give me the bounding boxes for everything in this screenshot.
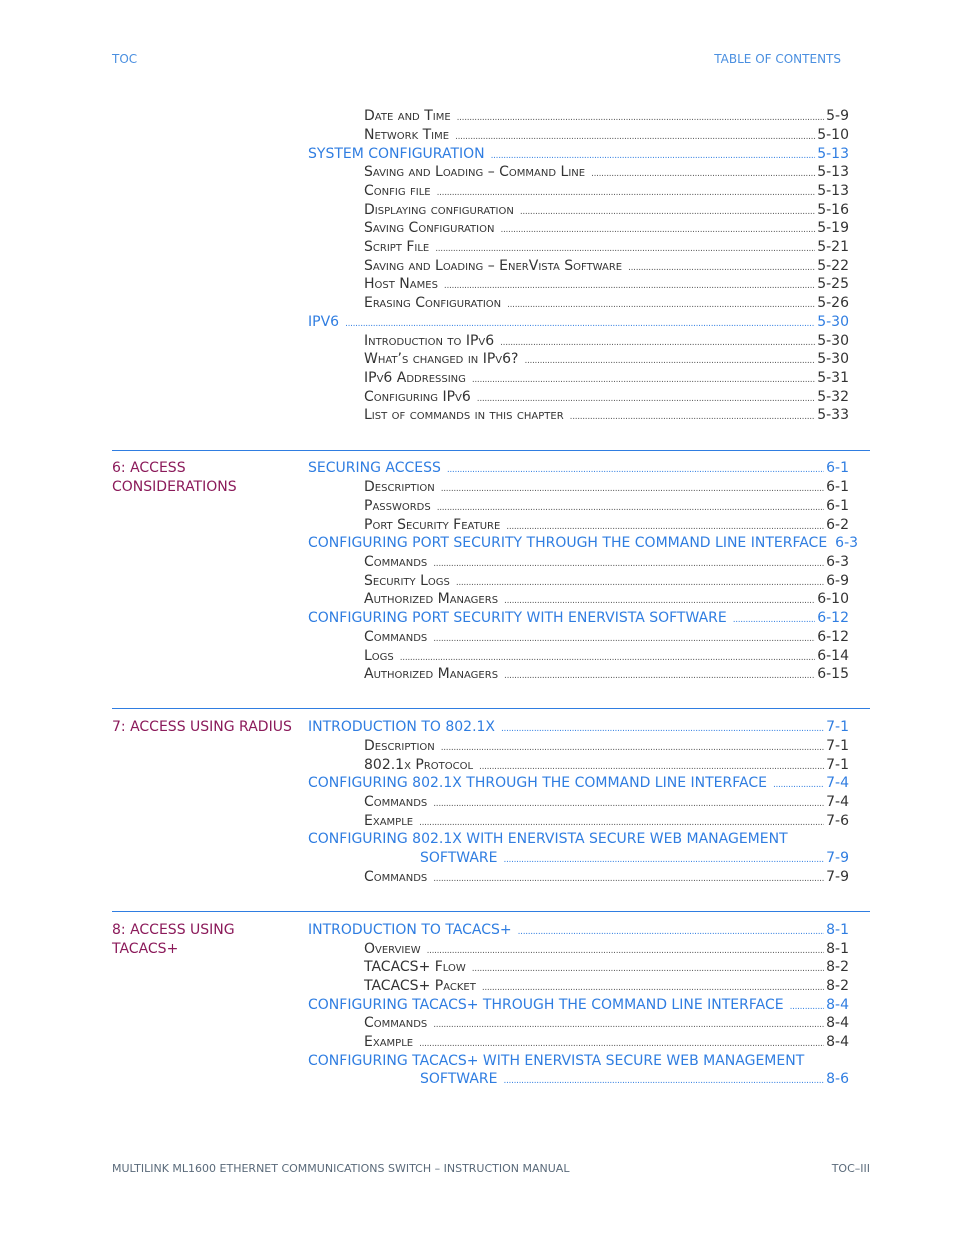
toc-entry[interactable]: Commands . . . 7-4 <box>364 793 849 812</box>
toc-section[interactable]: INTRODUCTION TO 802.1X . . . 7-1 <box>308 718 849 737</box>
chapter-divider <box>112 911 870 912</box>
footer-manual-title: MULTILINK ML1600 ETHERNET COMMUNICATIONS SWITCH – INSTRUCTION MANUAL <box>112 1162 570 1175</box>
toc-entry[interactable]: Commands . . . 6-12 <box>364 628 849 647</box>
toc-entry[interactable]: Network Time . . . 5-10 <box>364 126 849 145</box>
toc-entry[interactable]: Example . . . 8-4 <box>364 1033 849 1052</box>
toc-section[interactable]: CONFIGURING PORT SECURITY WITH ENERVISTA SOFTWARE . . . 6-12 <box>308 609 849 628</box>
toc-entry[interactable]: Date and Time . . . 5-9 <box>364 107 849 126</box>
toc-entry[interactable]: Logs . . . 6-14 <box>364 647 849 666</box>
toc-entry[interactable]: Overview . . . 8-1 <box>364 940 849 959</box>
toc-entry[interactable]: Authorized Managers . . . 6-15 <box>364 665 849 684</box>
toc-entry[interactable]: TACACS+ Flow . . . 8-2 <box>364 958 849 977</box>
chapter-divider <box>112 708 870 709</box>
chapter-divider <box>112 450 870 451</box>
toc-section[interactable]: SYSTEM CONFIGURATION . . . 5-13 <box>308 145 849 164</box>
toc-entry[interactable]: Description . . . 6-1 <box>364 478 849 497</box>
toc-entry[interactable]: Commands . . . 7-9 <box>364 868 849 887</box>
toc-entry[interactable]: Erasing Configuration . . . 5-26 <box>364 294 849 313</box>
toc-entry[interactable]: Commands . . . 6-3 <box>364 553 849 572</box>
toc-entry[interactable]: Displaying configuration . . . 5-16 <box>364 201 849 220</box>
toc-entry[interactable]: IPv6 Addressing . . . 5-31 <box>364 369 849 388</box>
toc-section[interactable]: INTRODUCTION TO TACACS+ . . . 8-1 <box>308 921 849 940</box>
toc-entry[interactable]: Authorized Managers . . . 6-10 <box>364 590 849 609</box>
toc-entry[interactable]: Security Logs . . . 6-9 <box>364 572 849 591</box>
toc-entry[interactable]: Configuring IPv6 . . . 5-32 <box>364 388 849 407</box>
toc-entry[interactable]: List of commands in this chapter . . . 5-33 <box>364 406 849 425</box>
toc-entry[interactable]: Config file . . . 5-13 <box>364 182 849 201</box>
toc-entry[interactable]: What’s changed in IPv6? . . . 5-30 <box>364 350 849 369</box>
header-section-title: TABLE OF CONTENTS <box>714 52 841 66</box>
toc-entry[interactable]: Saving and Loading – Command Line . . . 5-13 <box>364 163 849 182</box>
toc-section[interactable]: CONFIGURING TACACS+ THROUGH THE COMMAND LINE INTERFACE . . . 8-4 <box>308 996 849 1015</box>
toc-section-continuation[interactable]: SOFTWARE . . . 7-9 <box>420 849 849 868</box>
toc-section[interactable]: CONFIGURING 802.1X THROUGH THE COMMAND LINE INTERFACE . . . 7-4 <box>308 774 849 793</box>
toc-section[interactable]: CONFIGURING PORT SECURITY THROUGH THE COMMAND LINE INTERFACE 6-3 <box>308 535 859 551</box>
toc-section[interactable]: CONFIGURING TACACS+ WITH ENERVISTA SECURE WEB MANAGEMENT <box>308 1053 805 1069</box>
toc-entry[interactable]: Description . . . 7-1 <box>364 737 849 756</box>
chapter-title[interactable]: 7: ACCESS USING RADIUS <box>112 719 292 735</box>
toc-entry[interactable]: Introduction to IPv6 . . . 5-30 <box>364 332 849 351</box>
toc-entry[interactable]: Saving and Loading – EnerVista Software . . . 5-22 <box>364 257 849 276</box>
chapter-title[interactable]: 6: ACCESS CONSIDERATIONS <box>112 460 237 495</box>
toc-entry[interactable]: Host Names . . . 5-25 <box>364 275 849 294</box>
toc-section[interactable]: CONFIGURING 802.1X WITH ENERVISTA SECURE WEB MANAGEMENT <box>308 831 788 847</box>
toc-entry[interactable]: Commands . . . 8-4 <box>364 1014 849 1033</box>
toc-entry[interactable]: Script File . . . 5-21 <box>364 238 849 257</box>
toc-section-continuation[interactable]: SOFTWARE . . . 8-6 <box>420 1070 849 1089</box>
toc-entry[interactable]: TACACS+ Packet . . . 8-2 <box>364 977 849 996</box>
toc-entry[interactable]: Port Security Feature . . . 6-2 <box>364 516 849 535</box>
toc-entry[interactable]: Saving Configuration . . . 5-19 <box>364 219 849 238</box>
toc-entry[interactable]: Example . . . 7-6 <box>364 812 849 831</box>
toc-entry[interactable]: 802.1x Protocol . . . 7-1 <box>364 756 849 775</box>
footer-page-number: TOC–III <box>831 1162 870 1175</box>
header-toc-label: TOC <box>112 52 138 66</box>
toc-section[interactable]: IPV6 . . . 5-30 <box>308 313 849 332</box>
toc-entry[interactable]: Passwords . . . 6-1 <box>364 497 849 516</box>
toc-section[interactable]: SECURING ACCESS . . . 6-1 <box>308 459 849 478</box>
chapter-title[interactable]: 8: ACCESS USING TACACS+ <box>112 922 235 957</box>
